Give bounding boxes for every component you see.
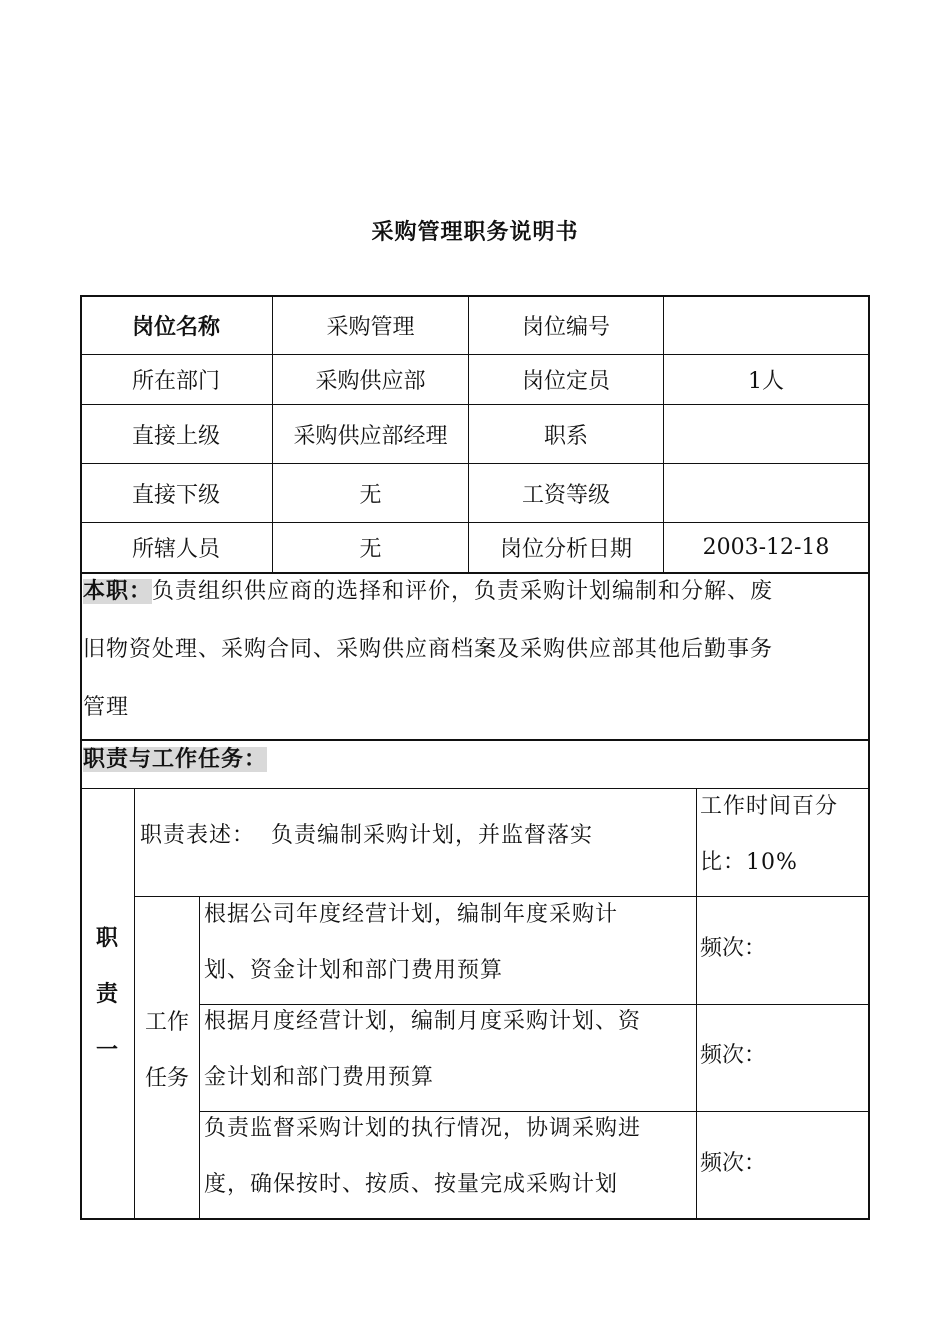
info-label: 直接下级 (131, 482, 220, 508)
info-value: 1人 (748, 369, 784, 394)
info-label: 岗位名称 (131, 315, 220, 340)
job-description-table (80, 295, 870, 1220)
info-label: 所辖人员 (131, 537, 220, 562)
info-label: 岗位编号 (521, 315, 610, 340)
duty-side-label (80, 911, 134, 1079)
info-label: 工资等级 (521, 482, 610, 508)
job-summary-line: 旧物资处理、采购合同、采购供应商档案及采购供应部其他后勤事务 (83, 637, 774, 662)
job-summary-label: 本职： (83, 579, 153, 604)
duties-header (83, 731, 483, 789)
task-line: 划、资金计划和部门费用预算 (204, 958, 504, 983)
task-item (204, 994, 694, 1106)
info-label: 岗位分析日期 (499, 537, 632, 562)
task-label-line: 任务 (144, 1066, 189, 1091)
duty-statement: 职责表述： 负责编制采购计划，并监督落实 (140, 823, 593, 848)
job-summary-line: 负责组织供应商的选择和评价，负责采购计划编制和分解、废 (152, 579, 774, 604)
info-value: 无 (359, 537, 382, 562)
info-value (664, 405, 868, 463)
task-frequency: 频次： (700, 1151, 767, 1176)
task-frequency: 频次： (700, 936, 767, 961)
task-line: 负责监督采购计划的执行情况，协调采购进 (204, 1116, 642, 1141)
info-value: 2003-12-18 (702, 535, 830, 560)
info-value: 无 (359, 482, 382, 508)
duties-header-label: 职责与工作任务： (83, 747, 268, 772)
info-value (664, 297, 868, 354)
task-label (135, 995, 199, 1107)
info-label: 所在部门 (131, 369, 220, 394)
duty-side-char: 职 (95, 926, 118, 951)
time-percentage-value: 比：10% (700, 850, 798, 875)
task-label-divider (199, 897, 200, 1219)
info-label: 直接上级 (131, 423, 220, 449)
info-value (664, 464, 868, 522)
job-summary-line: 管理 (83, 695, 130, 720)
task-line: 根据月度经营计划，编制月度采购计划、资 (204, 1009, 642, 1034)
info-value: 采购管理 (326, 315, 415, 340)
task-line: 金计划和部门费用预算 (204, 1065, 435, 1090)
table-border-right (868, 295, 870, 1220)
time-percentage-label: 工作时间百分 (700, 794, 839, 819)
time-percentage (700, 779, 870, 891)
task-item (204, 1101, 694, 1213)
duty-side-char: 责 (95, 982, 118, 1007)
task-line: 度，确保按时、按质、按量完成采购计划 (204, 1172, 619, 1197)
info-value: 采购供应部经理 (293, 423, 448, 449)
document-title: 采购管理职务说明书 (371, 220, 579, 245)
task-label-line: 工作 (144, 1010, 189, 1035)
task-item (204, 887, 694, 999)
info-label: 职系 (543, 423, 588, 449)
task-line: 根据公司年度经营计划，编制年度采购计 (204, 902, 619, 927)
duty-side-char: 一 (95, 1038, 118, 1063)
job-summary (83, 563, 867, 737)
info-label: 岗位定员 (521, 369, 610, 394)
info-value: 采购供应部 (315, 369, 426, 394)
task-frequency: 频次： (700, 1043, 767, 1068)
